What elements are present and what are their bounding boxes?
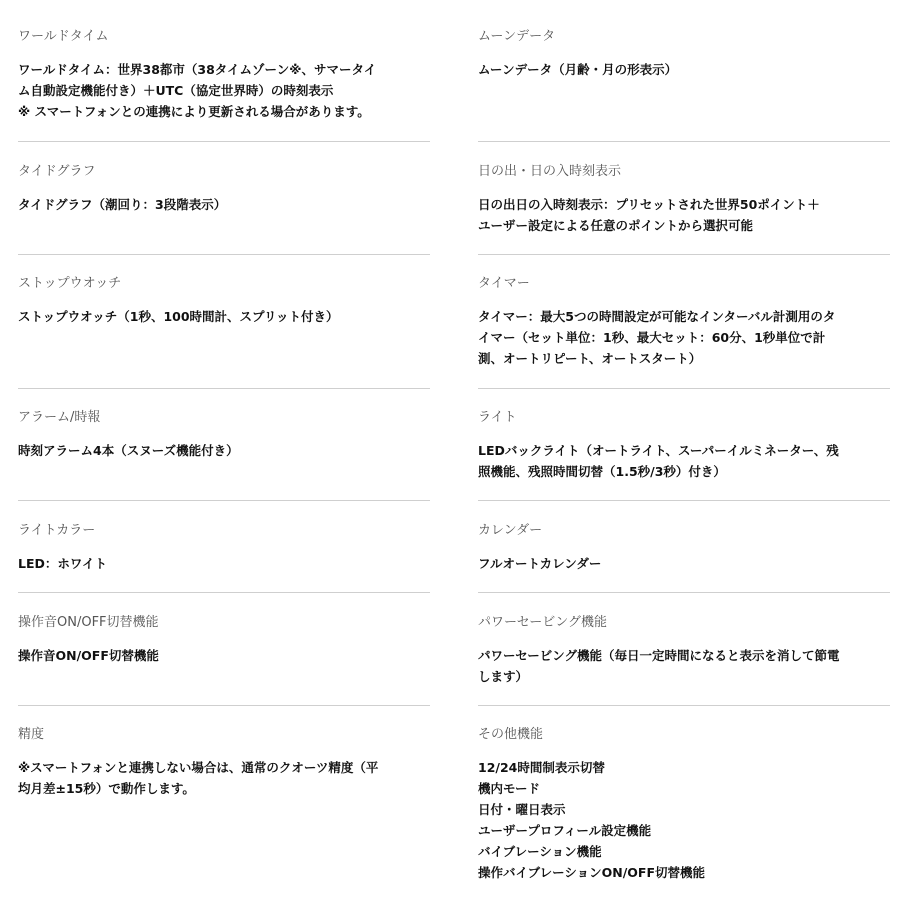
spec-light-color — [18, 522, 430, 574]
divider — [478, 592, 890, 593]
spec-stopwatch — [18, 275, 430, 327]
spec-timer — [478, 275, 890, 369]
spec-label: 操作音ON/OFF切替機能 — [18, 615, 159, 630]
divider — [478, 705, 890, 706]
spec-value: パワーセービング機能（毎日一定時間になると表示を消して節電 します） — [478, 648, 840, 684]
spec-accuracy — [18, 726, 430, 799]
spec-label: カレンダー — [478, 523, 543, 538]
spec-value: ※スマートフォンと連携しない場合は、通常のクオーツ精度（平 均月差±15秒）で動作します。 — [18, 760, 379, 796]
spec-operation-sound — [18, 614, 430, 666]
spec-value: タイドグラフ（潮回り：3段階表示） — [18, 197, 227, 212]
divider — [18, 500, 430, 501]
spec-label: アラーム/時報 — [18, 410, 101, 425]
spec-value: LEDバックライト（オートライト、スーパーイルミネーター、残 照機能、残照時間切替（1.5秒/3秒）付き） — [478, 443, 839, 479]
spec-label: ワールドタイム — [18, 29, 109, 44]
spec-value: 日の出日の入時刻表示：プリセットされた世界50ポイント＋ ユーザー設定による任意のポイントから選択可能 — [478, 197, 820, 233]
spec-alarm — [18, 409, 430, 461]
divider — [478, 388, 890, 389]
spec-power-saving — [478, 614, 890, 687]
divider — [18, 388, 430, 389]
divider — [478, 141, 890, 142]
spec-label: ライト — [478, 410, 517, 425]
divider — [18, 141, 430, 142]
spec-value: 操作音ON/OFF切替機能 — [18, 648, 159, 663]
spec-label: ストップウオッチ — [18, 276, 122, 291]
spec-label: ムーンデータ — [478, 29, 556, 44]
spec-label: タイドグラフ — [18, 164, 96, 179]
divider — [18, 705, 430, 706]
spec-value: フルオートカレンダー — [478, 556, 602, 571]
spec-calendar — [478, 522, 890, 574]
spec-label: ライトカラー — [18, 523, 96, 538]
spec-label: その他機能 — [478, 727, 544, 742]
divider — [18, 592, 430, 593]
divider — [478, 500, 890, 501]
divider — [478, 254, 890, 255]
spec-value: LED：ホワイト — [18, 556, 108, 571]
spec-label: 精度 — [18, 727, 45, 742]
spec-value: ムーンデータ（月齢・月の形表示） — [478, 62, 678, 77]
spec-label: タイマー — [478, 276, 530, 291]
spec-tide-graph — [18, 163, 430, 215]
spec-world-time — [18, 28, 430, 122]
spec-value: タイマー：最大5つの時間設定が可能なインターバル計測用のタ イマー（セット単位：1秒、最大セット：60分、1秒単位で計 測、オートリピート、オートスタート） — [478, 309, 836, 366]
divider — [18, 254, 430, 255]
spec-light — [478, 409, 890, 482]
spec-value: ワールドタイム：世界38都市（38タイムゾーン※、サマータイ ム自動設定機能付き）＋UTC（協定世界時）の時刻表示 ※ スマートフォンとの連携により更新される場合があります。 — [18, 62, 377, 119]
spec-label: 日の出・日の入時刻表示 — [478, 164, 622, 179]
spec-other-functions — [478, 726, 890, 883]
spec-value: ストップウオッチ（1秒、100時間計、スプリット付き） — [18, 309, 339, 324]
spec-label: パワーセービング機能 — [478, 615, 607, 630]
spec-moon-data — [478, 28, 890, 80]
spec-value: 時刻アラーム4本（スヌーズ機能付き） — [18, 443, 239, 458]
spec-sunrise-sunset — [478, 163, 890, 236]
spec-value: 12/24時間制表示切替 機内モード 日付・曜日表示 ユーザープロフィール設定機能 バイブレーション機能 操作バイブレーションON/OFF切替機能 — [478, 760, 705, 880]
